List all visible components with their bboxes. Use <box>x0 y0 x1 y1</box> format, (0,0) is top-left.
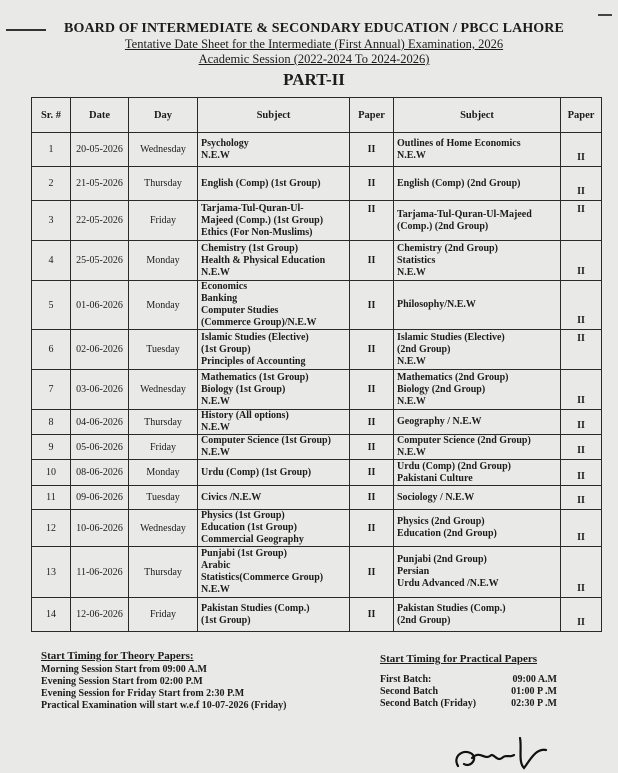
date-cell: 12-06-2026 <box>71 598 129 632</box>
theory-timing-line: Morning Session Start from 09:00 A.M <box>41 664 207 675</box>
paper-cell: II <box>350 167 394 201</box>
board-title: BOARD OF INTERMEDIATE & SECONDARY EDUCATION / PBCC LAHORE <box>64 21 564 36</box>
subject-cell: History (All options) N.E.W <box>198 410 350 435</box>
paper-cell: II <box>561 281 602 330</box>
date-cell: 21-05-2026 <box>71 167 129 201</box>
table-row <box>32 410 602 435</box>
subject-cell: Pakistan Studies (Comp.) (1st Group) <box>198 598 350 632</box>
table-row <box>32 547 602 598</box>
table-row <box>32 435 602 460</box>
paper-cell: II <box>561 435 602 460</box>
theory-timing-line: Practical Examination will start w.e.f 10-07-2026 (Friday) <box>41 700 287 711</box>
subject-cell: Philosophy/N.E.W <box>394 281 561 330</box>
paper-cell: II <box>561 486 602 510</box>
col-header-subject: Subject <box>394 98 561 133</box>
date-cell: 11-06-2026 <box>71 547 129 598</box>
table-row <box>32 241 602 281</box>
date-cell: 04-06-2026 <box>71 410 129 435</box>
col-header-paper: Paper <box>561 98 602 133</box>
sr-cell: 6 <box>32 330 71 370</box>
subject-cell: Computer Science (2nd Group) N.E.W <box>394 435 561 460</box>
sr-cell: 13 <box>32 547 71 598</box>
subject-cell: Urdu (Comp) (1st Group) <box>198 460 350 486</box>
subject-cell: Computer Science (1st Group) N.E.W <box>198 435 350 460</box>
paper-cell: II <box>561 547 602 598</box>
paper-cell: II <box>350 330 394 370</box>
theory-timing-line: Evening Session Start from 02:00 P.M <box>41 676 203 687</box>
paper-cell: II <box>561 370 602 410</box>
subject-cell: Economics Banking Computer Studies (Commerce Group)/N.E.W <box>198 281 350 330</box>
part-title: PART-II <box>283 70 345 89</box>
table-row <box>32 281 602 330</box>
paper-cell: II <box>561 598 602 632</box>
paper-cell: II <box>350 281 394 330</box>
signature <box>450 728 560 773</box>
day-cell: Thursday <box>129 547 198 598</box>
subject-cell: Punjabi (1st Group) Arabic Statistics(Commerce Group) N.E.W <box>198 547 350 598</box>
theory-timing-title: Start Timing for Theory Papers: <box>41 650 194 662</box>
sheet-title: Tentative Date Sheet for the Intermediate (First Annual) Examination, 2026 <box>124 37 504 51</box>
date-cell: 01-06-2026 <box>71 281 129 330</box>
date-cell: 05-06-2026 <box>71 435 129 460</box>
paper-cell: II <box>561 460 602 486</box>
date-sheet-table <box>31 97 602 632</box>
table-row <box>32 598 602 632</box>
subject-cell: Punjabi (2nd Group) Persian Urdu Advanced /N.E.W <box>394 547 561 598</box>
paper-cell: II <box>561 201 602 241</box>
sr-cell: 10 <box>32 460 71 486</box>
col-header-sr: Sr. # <box>32 98 71 133</box>
table-row <box>32 370 602 410</box>
subject-cell: Civics /N.E.W <box>198 486 350 510</box>
practical-batch <box>380 698 580 710</box>
batch-time: 09:00 A.M <box>512 674 557 685</box>
paper-cell: II <box>350 201 394 241</box>
subject-cell: Outlines of Home Economics N.E.W <box>394 133 561 167</box>
subject-cell: Tarjama-Tul-Quran-Ul- Majeed (Comp.) (1st Group) Ethics (For Non-Muslims) <box>198 201 350 241</box>
batch-label: Second Batch (Friday) <box>380 698 477 709</box>
paper-cell: II <box>350 598 394 632</box>
paper-cell: II <box>561 410 602 435</box>
table-row <box>32 167 602 201</box>
paper-cell: II <box>350 547 394 598</box>
sr-cell: 7 <box>32 370 71 410</box>
paper-cell: II <box>561 133 602 167</box>
subject-cell: Islamic Studies (Elective) (1st Group) Principles of Accounting <box>198 330 350 370</box>
date-cell: 25-05-2026 <box>71 241 129 281</box>
batch-time: 02:30 P .M <box>511 698 557 709</box>
day-cell: Wednesday <box>129 510 198 547</box>
date-cell: 10-06-2026 <box>71 510 129 547</box>
sr-cell: 4 <box>32 241 71 281</box>
subject-cell: Mathematics (1st Group) Biology (1st Group) N.E.W <box>198 370 350 410</box>
day-cell: Thursday <box>129 410 198 435</box>
day-cell: Monday <box>129 241 198 281</box>
sr-cell: 11 <box>32 486 71 510</box>
table-row <box>32 460 602 486</box>
table-row <box>32 133 602 167</box>
col-header-day: Day <box>129 98 198 133</box>
day-cell: Monday <box>129 281 198 330</box>
table-row <box>32 510 602 547</box>
practical-batch <box>380 686 580 698</box>
paper-cell: II <box>350 460 394 486</box>
paper-cell: II <box>350 510 394 547</box>
sr-cell: 12 <box>32 510 71 547</box>
sr-cell: 8 <box>32 410 71 435</box>
subject-cell: Physics (2nd Group) Education (2nd Group) <box>394 510 561 547</box>
paper-cell: II <box>350 241 394 281</box>
subject-cell: Chemistry (1st Group) Health & Physical Education N.E.W <box>198 241 350 281</box>
sr-cell: 1 <box>32 133 71 167</box>
sr-cell: 3 <box>32 201 71 241</box>
paper-cell: II <box>350 133 394 167</box>
paper-cell: II <box>561 330 602 370</box>
date-cell: 22-05-2026 <box>71 201 129 241</box>
subject-cell: Psychology N.E.W <box>198 133 350 167</box>
subject-cell: Sociology / N.E.W <box>394 486 561 510</box>
subject-cell: English (Comp) (2nd Group) <box>394 167 561 201</box>
day-cell: Tuesday <box>129 330 198 370</box>
day-cell: Friday <box>129 435 198 460</box>
subject-cell: Pakistan Studies (Comp.) (2nd Group) <box>394 598 561 632</box>
subject-cell: Chemistry (2nd Group) Statistics N.E.W <box>394 241 561 281</box>
paper-cell: II <box>561 510 602 547</box>
table-header-row <box>32 98 602 133</box>
date-cell: 03-06-2026 <box>71 370 129 410</box>
paper-cell: II <box>350 486 394 510</box>
col-header-date: Date <box>71 98 129 133</box>
batch-time: 01:00 P .M <box>511 686 557 697</box>
day-cell: Monday <box>129 460 198 486</box>
sr-cell: 2 <box>32 167 71 201</box>
day-cell: Wednesday <box>129 370 198 410</box>
sr-cell: 9 <box>32 435 71 460</box>
sr-cell: 5 <box>32 281 71 330</box>
day-cell: Friday <box>129 598 198 632</box>
date-cell: 02-06-2026 <box>71 330 129 370</box>
day-cell: Wednesday <box>129 133 198 167</box>
day-cell: Tuesday <box>129 486 198 510</box>
practical-batch <box>380 674 580 686</box>
date-cell: 20-05-2026 <box>71 133 129 167</box>
date-cell: 08-06-2026 <box>71 460 129 486</box>
document-header <box>20 20 608 91</box>
col-header-paper: Paper <box>350 98 394 133</box>
paper-cell: II <box>350 435 394 460</box>
subject-cell: Geography / N.E.W <box>394 410 561 435</box>
session-title: Academic Session (2022-2024 To 2024-2026) <box>198 52 430 66</box>
subject-cell: Mathematics (2nd Group) Biology (2nd Group) N.E.W <box>394 370 561 410</box>
paper-cell: II <box>350 410 394 435</box>
practical-timing-title: Start Timing for Practical Papers <box>380 653 538 665</box>
day-cell: Thursday <box>129 167 198 201</box>
subject-cell: Islamic Studies (Elective) (2nd Group) N.E.W <box>394 330 561 370</box>
subject-cell: English (Comp) (1st Group) <box>198 167 350 201</box>
paper-cell: II <box>350 370 394 410</box>
table-row <box>32 201 602 241</box>
subject-cell: Urdu (Comp) (2nd Group) Pakistani Culture <box>394 460 561 486</box>
subject-cell: Physics (1st Group) Education (1st Group) Commercial Geography <box>198 510 350 547</box>
table-row <box>32 486 602 510</box>
theory-timing <box>41 650 287 712</box>
batch-label: First Batch: <box>380 674 432 685</box>
batch-label: Second Batch <box>380 686 439 697</box>
scan-mark <box>598 14 612 16</box>
date-cell: 09-06-2026 <box>71 486 129 510</box>
table-row <box>32 330 602 370</box>
subject-cell: Tarjama-Tul-Quran-Ul-Majeed (Comp.) (2nd Group) <box>394 201 561 241</box>
day-cell: Friday <box>129 201 198 241</box>
practical-timing <box>380 653 580 710</box>
col-header-subject: Subject <box>198 98 350 133</box>
sr-cell: 14 <box>32 598 71 632</box>
paper-cell: II <box>561 241 602 281</box>
theory-timing-line: Evening Session for Friday Start from 2:30 P.M <box>41 688 245 699</box>
paper-cell: II <box>561 167 602 201</box>
